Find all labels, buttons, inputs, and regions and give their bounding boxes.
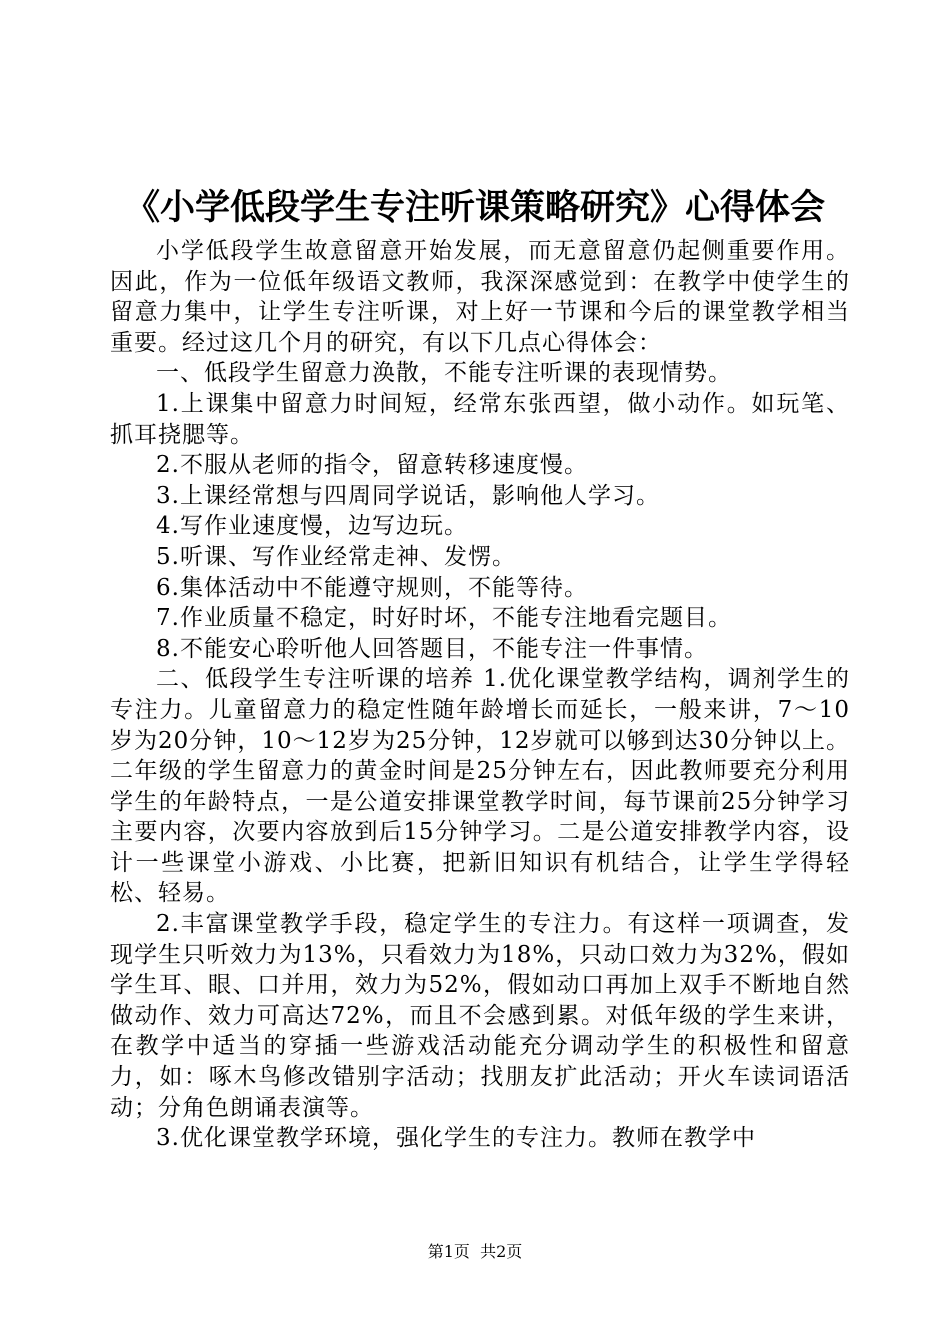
paragraph-section-2: 二、低段学生专注听课的培养 1.优化课堂教学结构，调剂学生的专注力。儿童留意力的稳定性随年龄增长而延长，一般来讲，7～10岁为20分钟，10～12岁为25分钟，12岁就可以够到达30分钟以上。二年级的学生留意力的黄金时间是25分钟左右，因此教师要充分利用学生的年龄特点，一是公道安排课堂教学时间，每节课前25分钟学习主要内容，次要内容放到后15分钟学习。二是公道安排教学内容，设计一些课堂小游戏、小比赛，把新旧知识有机结合，让学生学得轻松、轻易。 — [110, 666, 850, 907]
paragraph-section-2-point-3: 3.优化课堂教学环境，强化学生的专注力。教师在教学中 — [156, 1125, 756, 1152]
paragraph-item-6: 6.集体活动中不能遵守规则，不能等待。 — [156, 574, 588, 601]
document-body — [110, 236, 850, 1154]
paragraph-item-5: 5.听课、写作业经常走神、发愣。 — [156, 543, 516, 570]
paragraph-item-4: 4.写作业速度慢，边写边玩。 — [156, 513, 468, 540]
paragraph-item-1: 1.上课集中留意力时间短，经常东张西望，做小动作。如玩笔、抓耳挠腮等。 — [110, 390, 850, 448]
page-footer: 第1页 共2页 — [427, 1242, 523, 1261]
document-title: 《小学低段学生专注听课策略研究》心得体会 — [124, 187, 825, 228]
paragraph-item-8: 8.不能安心聆听他人回答题目，不能专注一件事情。 — [156, 635, 708, 662]
paragraph-item-2: 2.不服从老师的指令，留意转移速度慢。 — [156, 452, 588, 479]
paragraph-section-1-heading: 一、低段学生留意力涣散，不能专注听课的表现情势。 — [156, 360, 732, 387]
paragraph-intro: 小学低段学生故意留意开始发展，而无意留意仍起侧重要作用。因此，作为一位低年级语文教师，我深深感觉到：在教学中使学生的留意力集中，让学生专注听课，对上好一节课和今后的课堂教学相当重要。经过这几个月的研究，有以下几点心得体会： — [110, 238, 850, 356]
paragraph-item-7: 7.作业质量不稳定，时好时坏，不能专注地看完题目。 — [156, 605, 732, 632]
paragraph-item-3: 3.上课经常想与四周同学说话，影响他人学习。 — [156, 482, 660, 509]
paragraph-section-2-point-2: 2.丰富课堂教学手段，稳定学生的专注力。有这样一项调查，发现学生只听效力为13%，只看效力为18%，只动口效力为32%，假如学生耳、眼、口并用，效力为52%，假如动口再加上双手不断地自然做动作、效力可高达72%，而且不会感到累。对低年级的学生来讲，在教学中适当的穿插一些游戏活动能充分调动学生的积极性和留意力，如：啄木鸟修改错别字活动；找朋友扩此活动；开火车读词语活动；分角色朗诵表演等。 — [110, 911, 850, 1121]
